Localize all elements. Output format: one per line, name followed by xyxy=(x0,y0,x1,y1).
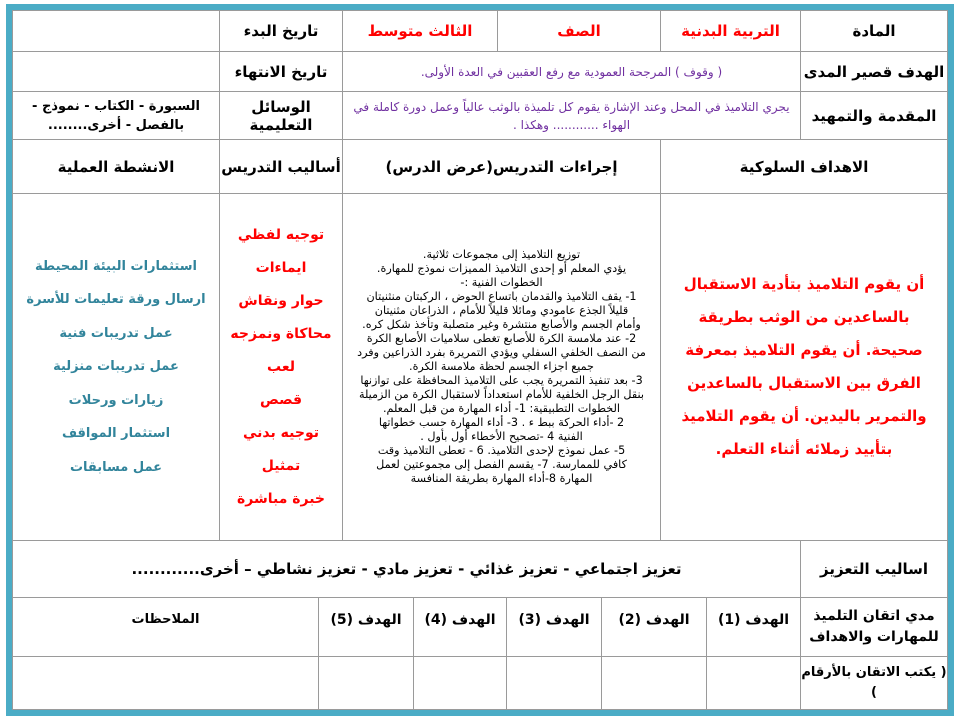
method-item: حوار ونقاش xyxy=(238,292,324,309)
procedure-line: المهارة 8-أداء المهارة بطريقة المنافسة xyxy=(410,472,593,486)
grade-value: الثالث متوسط xyxy=(342,10,498,52)
method-item: محاكاة ونمزجه xyxy=(230,325,332,342)
short-goal-label: الهدف قصير المدى xyxy=(800,51,948,92)
procedures-cell xyxy=(342,193,661,541)
intro-label: المقدمة والتمهيد xyxy=(800,91,948,140)
end-date-value xyxy=(12,51,220,92)
activity-item: زيارات ورحلات xyxy=(68,392,164,408)
activity-item: عمل تدريبات منزلية xyxy=(53,359,179,375)
goal-5-header: الهدف (5) xyxy=(318,597,414,657)
procedure-line: الفنية 4 -تصحيح الأخطاء أول بأول . xyxy=(420,430,583,444)
method-item: قصص xyxy=(259,391,303,408)
goal-3-score xyxy=(506,656,602,710)
procedure-line: بنقل الرجل الخلفية للأمام استعداداً لاستقبال الكرة من الزميلة xyxy=(358,388,645,402)
activities-list xyxy=(12,193,220,541)
procedure-line: يؤدي المعلم أو إحدى التلاميذ المميزات نموذج للمهارة. xyxy=(376,261,627,275)
procedure-line: 2- عند ملامسة الكرة للأصابع تغطى سلاميات الأصابع الكرة xyxy=(366,331,637,345)
method-item: توجيه بدني xyxy=(243,424,319,441)
end-date-label: تاريخ الانتهاء xyxy=(219,51,343,92)
goal-1-score xyxy=(706,656,801,710)
procedure-line: كافي للممارسة. 7- يقسم الفصل إلى مجموعتين لعمل xyxy=(376,458,627,472)
goal-2-score xyxy=(601,656,707,710)
method-item: لعب xyxy=(267,358,295,375)
procedure-line: الخطوات التطبيقية: 1- أداء المهارة من قبل المعلم. xyxy=(382,402,621,416)
short-goal-value: ( وقوف ) المرجحة العمودية مع رفع العقبين في العدة الأولى. xyxy=(342,51,801,92)
activity-item: استثمار المواقف xyxy=(61,426,171,442)
activity-item: عمل تدريبات فنية xyxy=(59,325,173,341)
goal-3-header: الهدف (3) xyxy=(506,597,602,657)
goal-5-score xyxy=(318,656,414,710)
activities-header: الانشطة العملية xyxy=(12,139,220,194)
procedure-line: قليلاً الجذع عامودي ومائلا قليلاً للأمام ، الذراعان مثنيتان xyxy=(374,303,629,317)
procedure-line: جميع اجزاء الجسم لحظة ملامسة الكرة. xyxy=(409,359,594,373)
subject-label: المادة xyxy=(800,10,948,52)
procedures-text xyxy=(354,248,649,487)
start-date-label: تاريخ البدء xyxy=(219,10,343,52)
procedure-line: الخطوات الفنية :- xyxy=(460,275,543,289)
mastery-numbers-note: ( يكتب الاتقان بالأرقام ) xyxy=(800,656,948,710)
procedure-line: 3- بعد تنفيذ التمريرة يجب على التلاميذ المحافظة على توازنها xyxy=(360,374,643,388)
notes-value xyxy=(12,656,319,710)
aids-label: الوسائل التعليمية xyxy=(219,91,343,140)
grade-label: الصف xyxy=(497,10,661,52)
activity-item: استثمارات البيئة المحيطة xyxy=(35,258,197,274)
methods-header: أساليب التدريس xyxy=(219,139,343,194)
goal-4-header: الهدف (4) xyxy=(413,597,507,657)
methods-list xyxy=(219,193,343,541)
procedure-line: 1- يقف التلاميذ والقدمان باتساع الحوض ، الركبتان منثنيتان xyxy=(366,289,637,303)
mastery-label: مدي اتقان التلميذ للمهارات والاهداف xyxy=(800,597,948,657)
reinforcement-label: اساليب التعزيز xyxy=(800,540,948,598)
method-item: ايماءات xyxy=(255,259,307,276)
start-date-value xyxy=(12,10,220,52)
goal-4-score xyxy=(413,656,507,710)
activity-item: عمل مسابقات xyxy=(69,459,163,475)
procedure-line: توزيع التلاميذ إلى مجموعات ثلاثية. xyxy=(422,247,581,261)
reinforcement-value: تعزيز اجتماعي - تعزيز غذائي - تعزيز مادي - تعزيز نشاطي – أخرى............ xyxy=(12,540,801,598)
procedures-header: إجراءات التدريس(عرض الدرس) xyxy=(342,139,661,194)
behavioral-goals-header: الاهداف السلوكية xyxy=(660,139,948,194)
notes-header: الملاحظات xyxy=(12,597,319,657)
goal-1-header: الهدف (1) xyxy=(706,597,801,657)
goal-2-header: الهدف (2) xyxy=(601,597,707,657)
procedure-line: من النصف الخلفي السفلي ويؤدي التمريرة بفرد الذراعين وفرد xyxy=(357,345,646,359)
method-item: خبرة مباشرة xyxy=(236,490,326,507)
procedure-line: 2 -أداء الحركة ببط ء . 3- أداء المهارة حسب خطواتها xyxy=(378,416,625,430)
method-item: تمثيل xyxy=(261,457,301,474)
procedure-line: 5- عمل نموذج لإحدى التلاميذ. 6 - تعطى التلاميذ وقت xyxy=(377,444,626,458)
behavioral-goals-text: أن يقوم التلاميذ بتأدية الاستقبال بالساعدين من الوثب بطريقة صحيحة. أن يقوم التلاميذ بمعرفة الفرق بين الاستقبال بالساعدين والتمرير باليدين. أن يقوم التلاميذ بتأييد زملائه أثناء التعلم. xyxy=(660,193,948,541)
activity-item: ارسال ورقة تعليمات للأسرة xyxy=(26,292,206,308)
intro-value: يجري التلاميذ في المحل وعند الإشارة يقوم كل تلميذة بالوثب عالياً وعمل دورة كاملة في الهواء ............ وهكذا . xyxy=(342,91,801,140)
aids-value: السبورة - الكتاب - نموذج - بالفصل - أخرى........ xyxy=(12,91,220,140)
subject-value: التربية البدنية xyxy=(660,10,801,52)
procedure-line: وأمام الجسم والأصابع منتشرة وغير متصلبة وتأخذ شكل كره. xyxy=(362,317,641,331)
method-item: توجيه لفظي xyxy=(237,226,325,243)
